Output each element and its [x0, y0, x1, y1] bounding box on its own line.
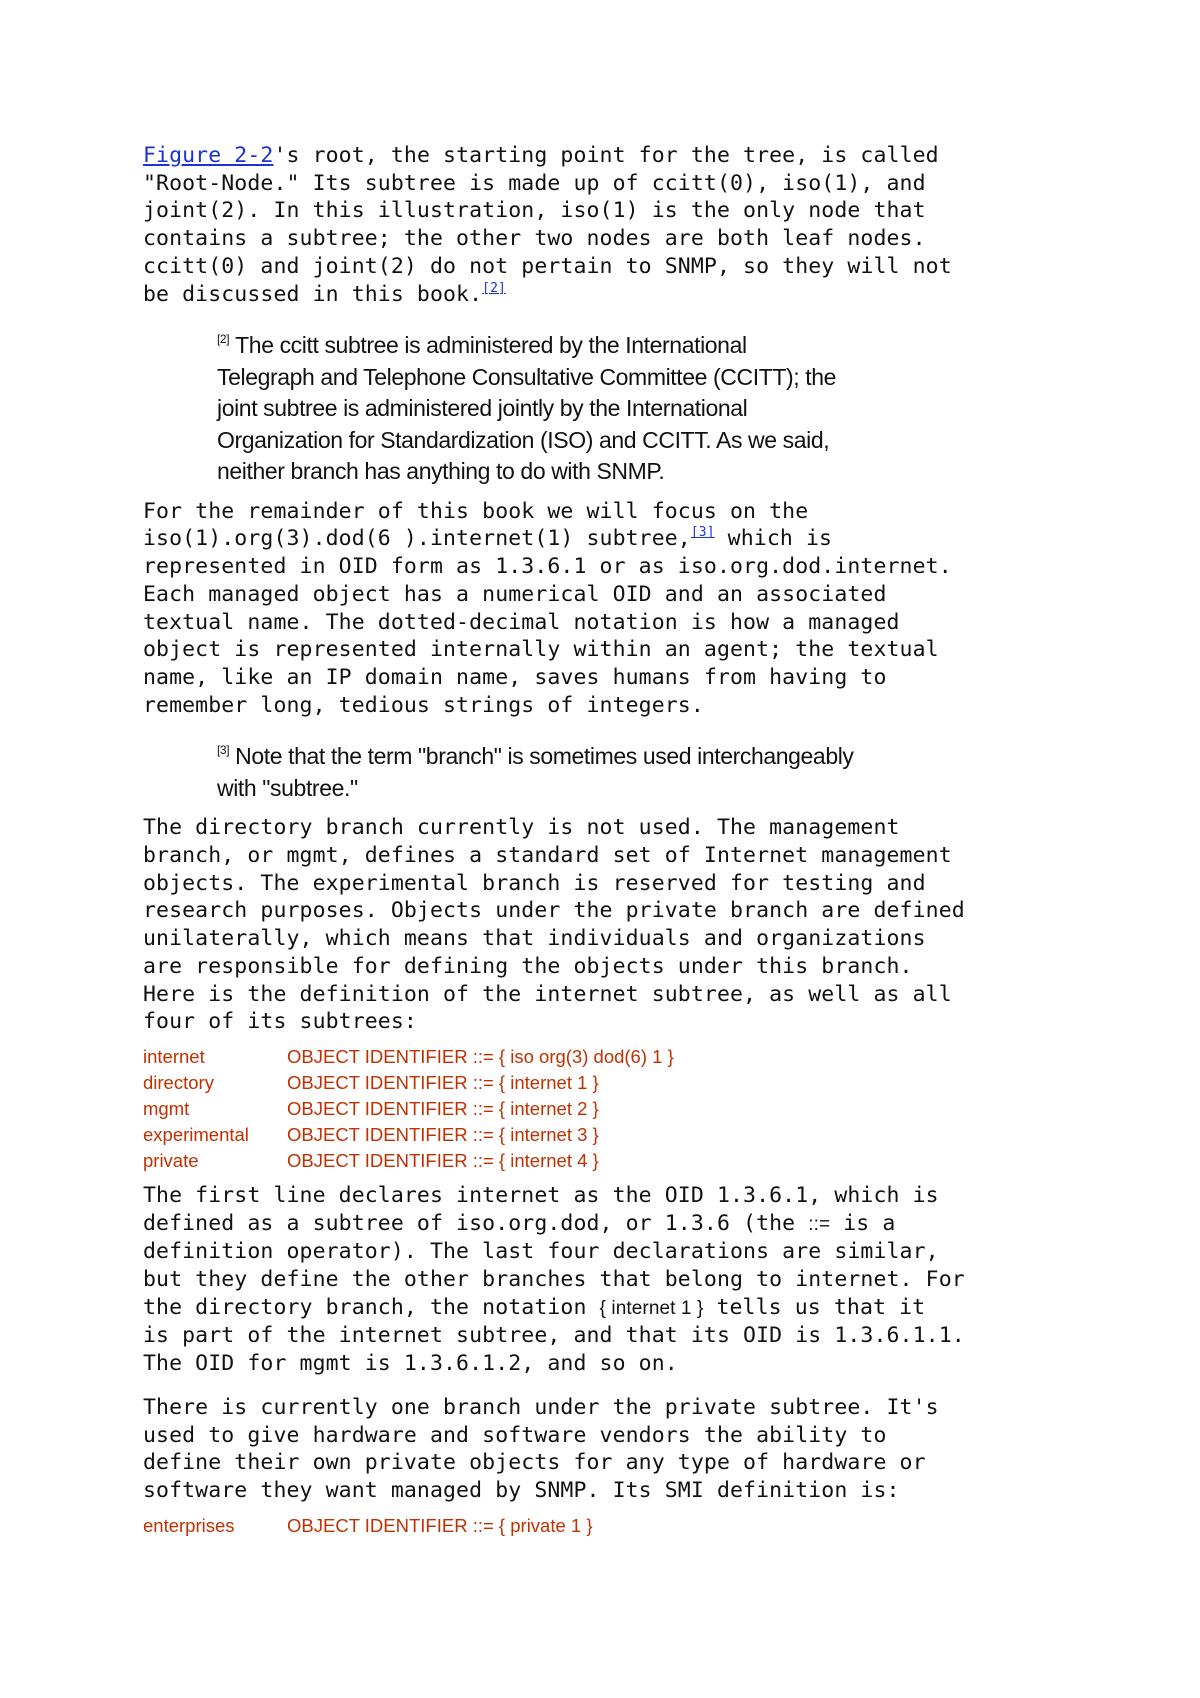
- code-line: enterprises OBJECT IDENTIFIER ::= { private 1 }: [143, 1514, 593, 1536]
- paragraph-private-subtree: There is currently one branch under the private subtree. It's used to give hardware and software vendors the ability to define their own private objects for any type of hardware or software they want managed by SNMP. Its SMI definition is:: [143, 1394, 939, 1503]
- code-block-internet-subtrees: [143, 1044, 1083, 1174]
- paragraph-first-line: The first line declares internet as the OID 1.3.6.1, which is defined as a subtree of iso.org.dod, or 1.3.6 (the ::= is a definition operator). The last four declarations are similar, but they define the other branches that belong to internet. For the directory branch, the notation { internet 1 } tells us that it is part of the internet subtree, and that its OID is 1.3.6.1.1. The OID for mgmt is 1.3.6.1.2, and so on.: [143, 1182, 965, 1377]
- footnote-ref-2[interactable]: [2]: [482, 280, 506, 296]
- paragraph-branches: The directory branch currently is not used. The management branch, or mgmt, defines a standard set of Internet management objects. The experimental branch is reserved for testing and research purposes. Objects under the private branch are defined unilaterally, which means that individuals and organizations are responsible for defining the objects under this branch. Here is the definition of the internet subtree, as well as all four of its subtrees:: [143, 815, 965, 1035]
- code-block-enterprises: [143, 1513, 1083, 1539]
- footnote-mark: [2]: [217, 332, 230, 347]
- footnote-ref-3[interactable]: [3]: [690, 525, 715, 541]
- footnote-3: [3] Note that the term "branch" is sometimes used interchangeably with "subtree.": [217, 743, 854, 801]
- code-line: mgmt OBJECT IDENTIFIER ::= { internet 2 }: [143, 1097, 599, 1119]
- code-line: experimental OBJECT IDENTIFIER ::= { internet 3 }: [143, 1123, 599, 1145]
- figure-link[interactable]: Figure 2-2: [143, 143, 274, 168]
- code-line: directory OBJECT IDENTIFIER ::= { internet 1 }: [143, 1071, 599, 1093]
- inline-code: { internet 1 }: [599, 1297, 704, 1319]
- code-line: internet OBJECT IDENTIFIER ::= { iso org(3) dod(6) 1 }: [143, 1045, 674, 1067]
- paragraph-root-node: Figure 2-2's root, the starting point for the tree, is called "Root-Node." Its subtree is made up of ccitt(0), iso(1), and joint(2). In this illustration, iso(1) is the only node that contains a subtree; the other two nodes are both leaf nodes. ccitt(0) and joint(2) do not pertain to SNMP, so they will not be discussed in this book.[2]: [143, 143, 952, 307]
- paragraph-focus: For the remainder of this book we will focus on the iso(1).org(3).dod(6 ).internet(1) subtree,[3] which is represented in OID form as 1.3.6.1 or as iso.org.dod.internet. Each managed object has a numerical OID and an associated textual name. The dotted-decimal notation is how a managed object is represented internally within an agent; the textual name, like an IP domain name, saves humans from having to remember long, tedious strings of integers.: [143, 498, 952, 718]
- code-line: private OBJECT IDENTIFIER ::= { internet 4 }: [143, 1149, 599, 1171]
- operator-code: ::=: [808, 1213, 831, 1235]
- footnote-2: [2] The ccitt subtree is administered by the International Telegraph and Telephone Consultative Committee (CCITT); the joint subtree is administered jointly by the International Organization for Standardization (ISO) and CCITT. As we said, neither branch has anything to do with SNMP.: [217, 332, 837, 485]
- footnote-mark: [3]: [217, 743, 230, 758]
- document-page: [143, 142, 1083, 1539]
